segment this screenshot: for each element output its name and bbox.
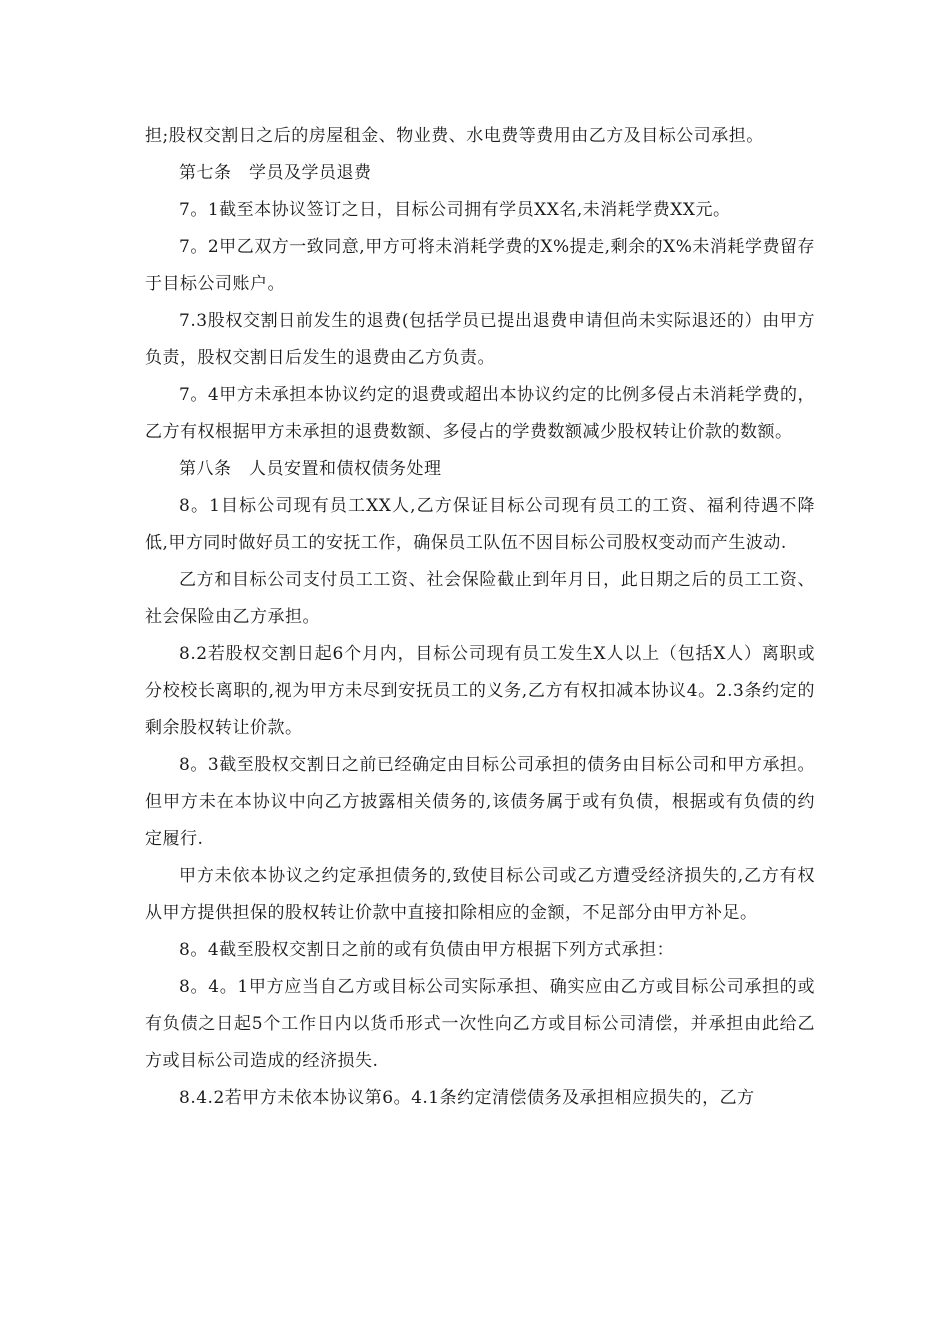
document-page bbox=[145, 118, 815, 1117]
paragraph-8-1: 8。1目标公司现有员工XX人,乙方保证目标公司现有员工的工资、福利待遇不降低,甲方同时做好员工的安抚工作，确保员工队伍不因目标公司股权变动而产生波动. bbox=[145, 496, 815, 553]
paragraph-7-3: 7.3股权交割日前发生的退费(包括学员已提出退费申请但尚未实际退还的）由甲方负责，股权交割日后发生的退费由乙方负责。 bbox=[145, 311, 815, 368]
paragraph-8-4-1: 8。4。1甲方应当自乙方或目标公司实际承担、确实应由乙方或目标公司承担的或有负债之日起5个工作日内以货币形式一次性向乙方或目标公司清偿，并承担由此给乙方或目标公司造成的经济损失. bbox=[145, 977, 815, 1071]
paragraph-7-4: 7。4甲方未承担本协议约定的退费或超出本协议约定的比例多侵占未消耗学费的，乙方有权根据甲方未承担的退费数额、多侵占的学费数额减少股权转让价款的数额。 bbox=[145, 385, 815, 442]
paragraph-8-4-2: 8.4.2若甲方未依本协议第6。4.1条约定清偿债务及承担相应损失的，乙方 bbox=[179, 1088, 755, 1108]
paragraph-8-3: 8。3截至股权交割日之前已经确定由目标公司承担的债务由目标公司和甲方承担。但甲方未在本协议中向乙方披露相关债务的,该债务属于或有负债，根据或有负债的约定履行. bbox=[145, 755, 815, 849]
paragraph-7-2: 7。2甲乙双方一致同意,甲方可将未消耗学费的X%提走,剩余的X%未消耗学费留存于目标公司账户。 bbox=[145, 237, 815, 294]
paragraph-7-1: 7。1截至本协议签订之日，目标公司拥有学员XX名,未消耗学费XX元。 bbox=[179, 200, 731, 220]
paragraph-8-4: 8。4截至股权交割日之前的或有负债由甲方根据下列方式承担： bbox=[179, 940, 675, 960]
section-heading-7: 第七条 学员及学员退费 bbox=[179, 163, 372, 183]
paragraph-1: 担;股权交割日之后的房屋租金、物业费、水电费等费用由乙方及目标公司承担。 bbox=[145, 126, 764, 146]
section-heading-8: 第八条 人员安置和债权债务处理 bbox=[179, 459, 442, 479]
paragraph-8-2: 8.2若股权交割日起6个月内，目标公司现有员工发生X人以上（包括X人）离职或分校校长离职的,视为甲方未尽到安抚员工的义务,乙方有权扣减本协议4。2.3条约定的剩余股权转让价款。 bbox=[145, 644, 815, 738]
paragraph-8-3-continued: 甲方未依本协议之约定承担债务的,致使目标公司或乙方遭受经济损失的,乙方有权从甲方提供担保的股权转让价款中直接扣除相应的金额，不足部分由甲方补足。 bbox=[145, 866, 815, 923]
paragraph-8-1-continued: 乙方和目标公司支付员工工资、社会保险截止到年月日，此日期之后的员工工资、社会保险由乙方承担。 bbox=[145, 570, 815, 627]
